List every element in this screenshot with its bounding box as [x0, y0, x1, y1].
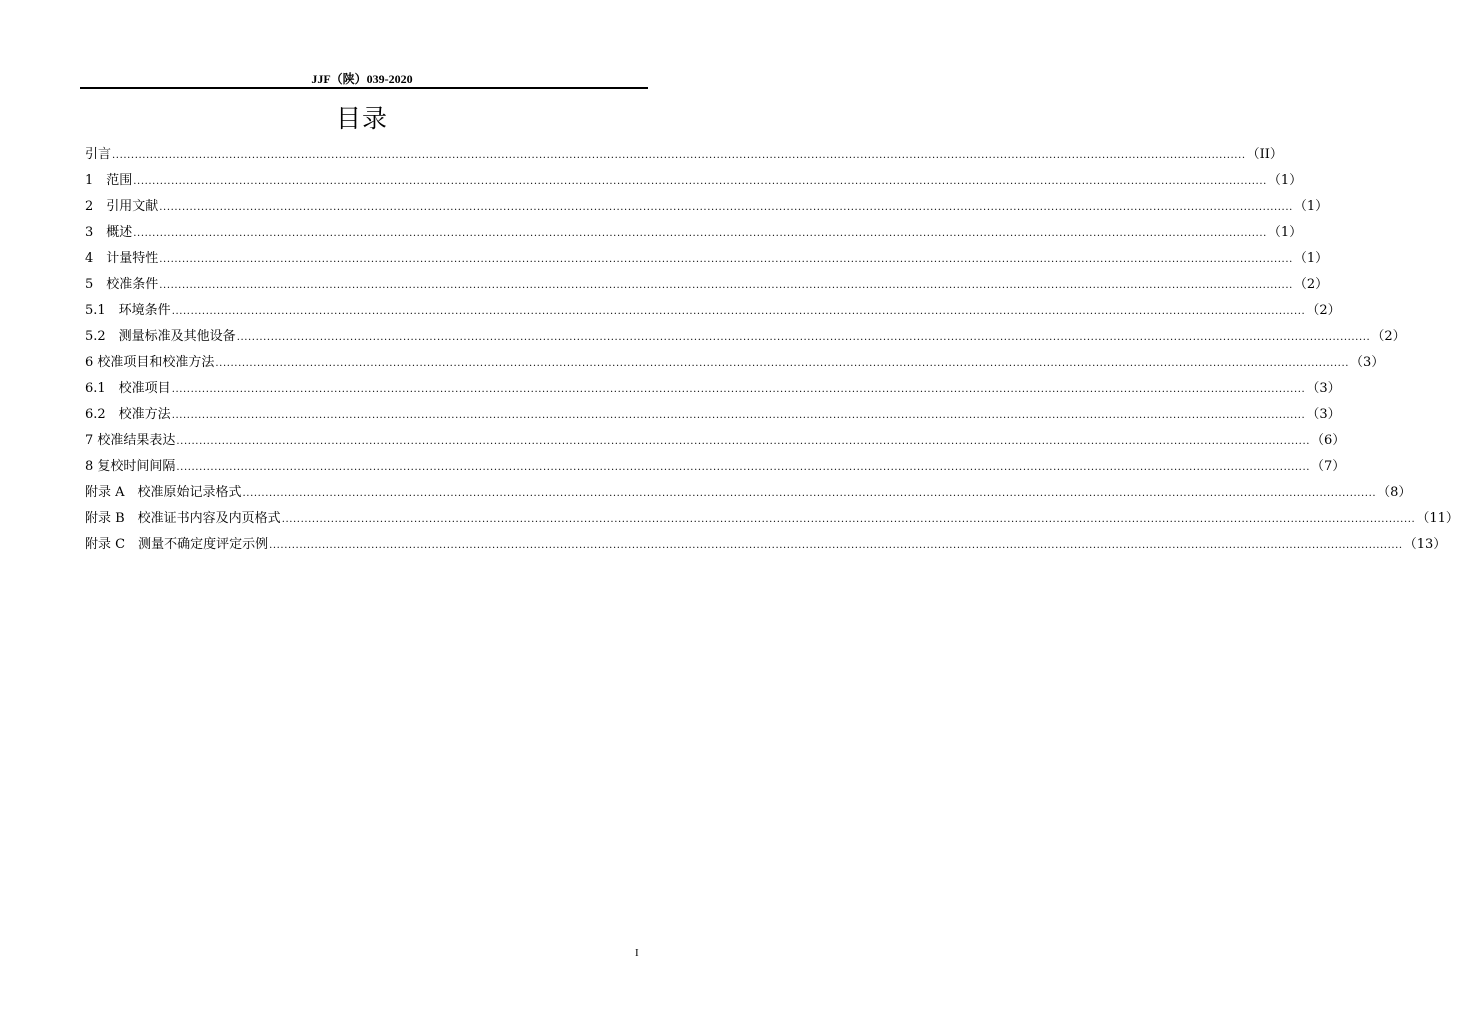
toc-entry: [85, 276, 1329, 302]
toc-entry: [85, 536, 1447, 562]
dot-leader: ............................................................................................................................................................................................................................................................................................................: [242, 488, 1377, 499]
toc-entry-label: 6.2 校准方法: [85, 407, 171, 422]
toc-entry-label: 5 校准条件: [85, 277, 159, 292]
toc-entry-label: 6.1 校准项目: [85, 381, 171, 396]
toc-entry-page: （11）: [1416, 511, 1459, 526]
toc-entry: [85, 172, 1303, 198]
toc-entry: [85, 302, 1341, 328]
toc-entry-page: （13）: [1403, 537, 1447, 552]
toc-entry-label: 2 引用文献: [85, 199, 159, 214]
toc-entry-label: 7 校准结果表达: [85, 433, 176, 448]
toc-entry: [85, 484, 1412, 510]
header-rule: [80, 87, 648, 89]
toc-entry-label: 4 计量特性: [85, 251, 159, 266]
dot-leader: ............................................................................................................................................................................................................................................................................................................: [112, 150, 1246, 161]
toc-entry-label: 附录 A 校准原始记录格式: [85, 485, 242, 500]
toc-entry-page: （II）: [1246, 147, 1283, 162]
toc-entry: [85, 458, 1346, 484]
dot-leader: ............................................................................................................................................................................................................................................................................................................: [159, 254, 1293, 265]
dot-leader: ............................................................................................................................................................................................................................................................................................................: [236, 332, 1371, 343]
dot-leader: ............................................................................................................................................................................................................................................................................................................: [176, 462, 1311, 473]
toc-entry-label: 引言: [85, 147, 112, 162]
toc-entry-label: 5.2 测量标准及其他设备: [85, 329, 236, 344]
toc-entry-label: 8 复校时间间隔: [85, 459, 176, 474]
toc-entry-page: （1）: [1267, 225, 1303, 240]
toc-entry-page: （2）: [1306, 303, 1341, 318]
toc-entry-page: （1）: [1293, 199, 1329, 214]
toc-entry-page: （3）: [1350, 355, 1385, 370]
toc-entry: [85, 432, 1346, 458]
toc-entry: [85, 198, 1329, 224]
dot-leader: ............................................................................................................................................................................................................................................................................................................: [281, 514, 1416, 525]
dot-leader: ............................................................................................................................................................................................................................................................................................................: [176, 436, 1311, 447]
dot-leader: ............................................................................................................................................................................................................................................................................................................: [269, 540, 1403, 551]
dot-leader: ............................................................................................................................................................................................................................................................................................................: [133, 176, 1267, 187]
toc-entry: [85, 510, 1459, 536]
toc-entry: [85, 406, 1341, 432]
dot-leader: ............................................................................................................................................................................................................................................................................................................: [171, 306, 1306, 317]
toc-entry-label: 6 校准项目和校准方法: [85, 355, 215, 370]
toc-entry-page: （8）: [1377, 485, 1412, 500]
dot-leader: ............................................................................................................................................................................................................................................................................................................: [133, 228, 1267, 239]
dot-leader: ............................................................................................................................................................................................................................................................................................................: [159, 202, 1293, 213]
page-title: 目录: [335, 104, 388, 133]
toc-entry-page: （2）: [1371, 329, 1406, 344]
toc-entry-label: 5.1 环境条件: [85, 303, 171, 318]
toc-entry-page: （3）: [1306, 381, 1341, 396]
toc-entry: [85, 354, 1385, 380]
dot-leader: ............................................................................................................................................................................................................................................................................................................: [171, 384, 1306, 395]
toc-entry-page: （1）: [1293, 251, 1329, 266]
toc-entry-page: （1）: [1267, 173, 1303, 188]
toc-entry-page: （7）: [1311, 459, 1346, 474]
toc-entry: [85, 328, 1406, 354]
dot-leader: ............................................................................................................................................................................................................................................................................................................: [171, 410, 1306, 421]
toc-entry-label: 1 范围: [85, 173, 133, 188]
page-number: I: [635, 947, 639, 959]
dot-leader: ............................................................................................................................................................................................................................................................................................................: [215, 358, 1350, 369]
toc-entry-page: （6）: [1311, 433, 1346, 448]
toc-entry-label: 附录 C 测量不确定度评定示例: [85, 537, 269, 552]
toc-entry-label: 附录 B 校准证书内容及内页格式: [85, 511, 281, 526]
dot-leader: ............................................................................................................................................................................................................................................................................................................: [159, 280, 1293, 291]
toc-entry-page: （2）: [1293, 277, 1329, 292]
table-of-contents: [85, 146, 1459, 562]
toc-entry-page: （3）: [1306, 407, 1341, 422]
toc-entry-label: 3 概述: [85, 225, 133, 240]
toc-entry: [85, 146, 1283, 172]
toc-entry: [85, 380, 1341, 406]
toc-entry: [85, 224, 1303, 250]
toc-entry: [85, 250, 1329, 276]
document-code-header: JJF（陕）039-2020: [311, 72, 413, 86]
